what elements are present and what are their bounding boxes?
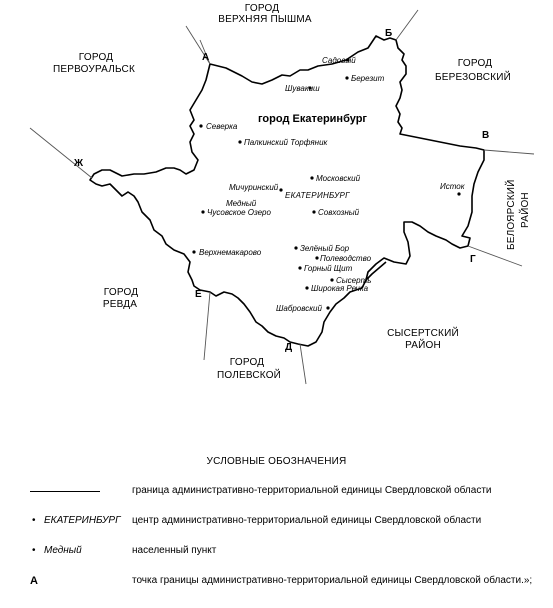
- settlement-severka: Северка: [206, 122, 238, 131]
- label-pervouralsk-1: ГОРОД: [78, 52, 114, 63]
- label-sysertsky-1: СЫСЕРТСКИЙ: [387, 328, 459, 339]
- border-point-g: Г: [470, 254, 476, 265]
- label-revda-2: РЕВДА: [102, 299, 138, 310]
- label-berezovsky-2: БЕРЕЗОВСКИЙ: [434, 72, 512, 83]
- label-polevskoy-1: ГОРОД: [229, 357, 265, 368]
- settlement-moskovsky: Московский: [316, 174, 361, 183]
- legend-settlement-text: населенный пункт: [132, 545, 217, 556]
- label-sysertsky-2: РАЙОН: [405, 340, 441, 351]
- legend-row-point: [0, 575, 553, 591]
- label-beloyarsky-2: РАЙОН: [520, 192, 531, 228]
- legend-boundary-line: [30, 491, 100, 492]
- legend-title: УСЛОВНЫЕ ОБОЗНАЧЕНИЯ: [206, 456, 347, 467]
- legend-center-text: центр административно-территориальной единицы Свердловской области: [132, 515, 482, 526]
- settlement-verkhnemakarovo: Верхнемакарово: [199, 248, 262, 257]
- settlement-shabrovsky: Шабровский: [276, 304, 322, 313]
- city-title: город Екатеринбург: [258, 113, 368, 125]
- label-revda-1: ГОРОД: [103, 287, 139, 298]
- border-point-b: Б: [385, 28, 393, 39]
- settlement-sysert: Сысерть: [336, 276, 372, 285]
- border-point-zh: Ж: [74, 158, 84, 169]
- border-point-e: Е: [195, 289, 202, 300]
- label-verkhnyaya-pyshma-1: ГОРОД: [244, 3, 280, 14]
- legend-dot-settlement: •: [32, 545, 36, 556]
- border-point-a: А: [202, 52, 210, 63]
- settlement-polevodstvo: Полеводство: [320, 254, 372, 263]
- settlement-sadovy: Садовый: [322, 56, 356, 65]
- legend-center-symbol: ЕКАТЕРИНБУРГ: [44, 515, 121, 526]
- label-verkhnyaya-pyshma-2: ВЕРХНЯЯ ПЫШМА: [218, 14, 312, 25]
- legend-row-center: [0, 515, 553, 531]
- settlement-sovkhozny: Совхозный: [318, 208, 360, 217]
- legend-settlement-symbol: Медный: [44, 545, 82, 556]
- settlement-berezit: Березит: [351, 74, 385, 83]
- settlement-michurinsky: Мичуринский: [229, 183, 279, 192]
- label-beloyarsky-1: БЕЛОЯРСКИЙ: [506, 179, 517, 250]
- legend-row-boundary: [0, 485, 553, 501]
- legend-point-text: точка границы административно-территориальной единицы Свердловской области.»;: [132, 575, 533, 586]
- label-berezovsky-1: ГОРОД: [457, 58, 493, 69]
- border-point-d: Д: [285, 342, 293, 353]
- settlement-medny: Медный: [226, 199, 257, 208]
- label-pervouralsk-2: ПЕРВОУРАЛЬСК: [52, 64, 136, 75]
- settlement-gorny-shchit: Горный Щит: [304, 264, 353, 273]
- settlement-shirokaya-rechka: Широкая Речка: [311, 284, 369, 293]
- legend-row-settlement: [0, 545, 553, 561]
- settlement-istok: Исток: [440, 182, 465, 191]
- settlement-palkinsky: Палкинский Торфяник: [244, 138, 328, 147]
- label-polevskoy-2: ПОЛЕВСКОЙ: [216, 370, 282, 381]
- capital-yekaterinburg: ЕКАТЕРИНБУРГ: [285, 191, 350, 200]
- settlement-zeleny-bor: Зелёный Бор: [300, 244, 350, 253]
- legend-point-symbol: А: [30, 575, 38, 587]
- border-point-v: В: [482, 130, 490, 141]
- settlement-chusovskoe: Чусовское Озеро: [207, 208, 271, 217]
- settlement-shuvakish: Шувакиш: [285, 84, 320, 93]
- legend-dot: •: [32, 515, 36, 526]
- legend-boundary-text: граница административно-территориальной единицы Свердловской области: [132, 485, 492, 496]
